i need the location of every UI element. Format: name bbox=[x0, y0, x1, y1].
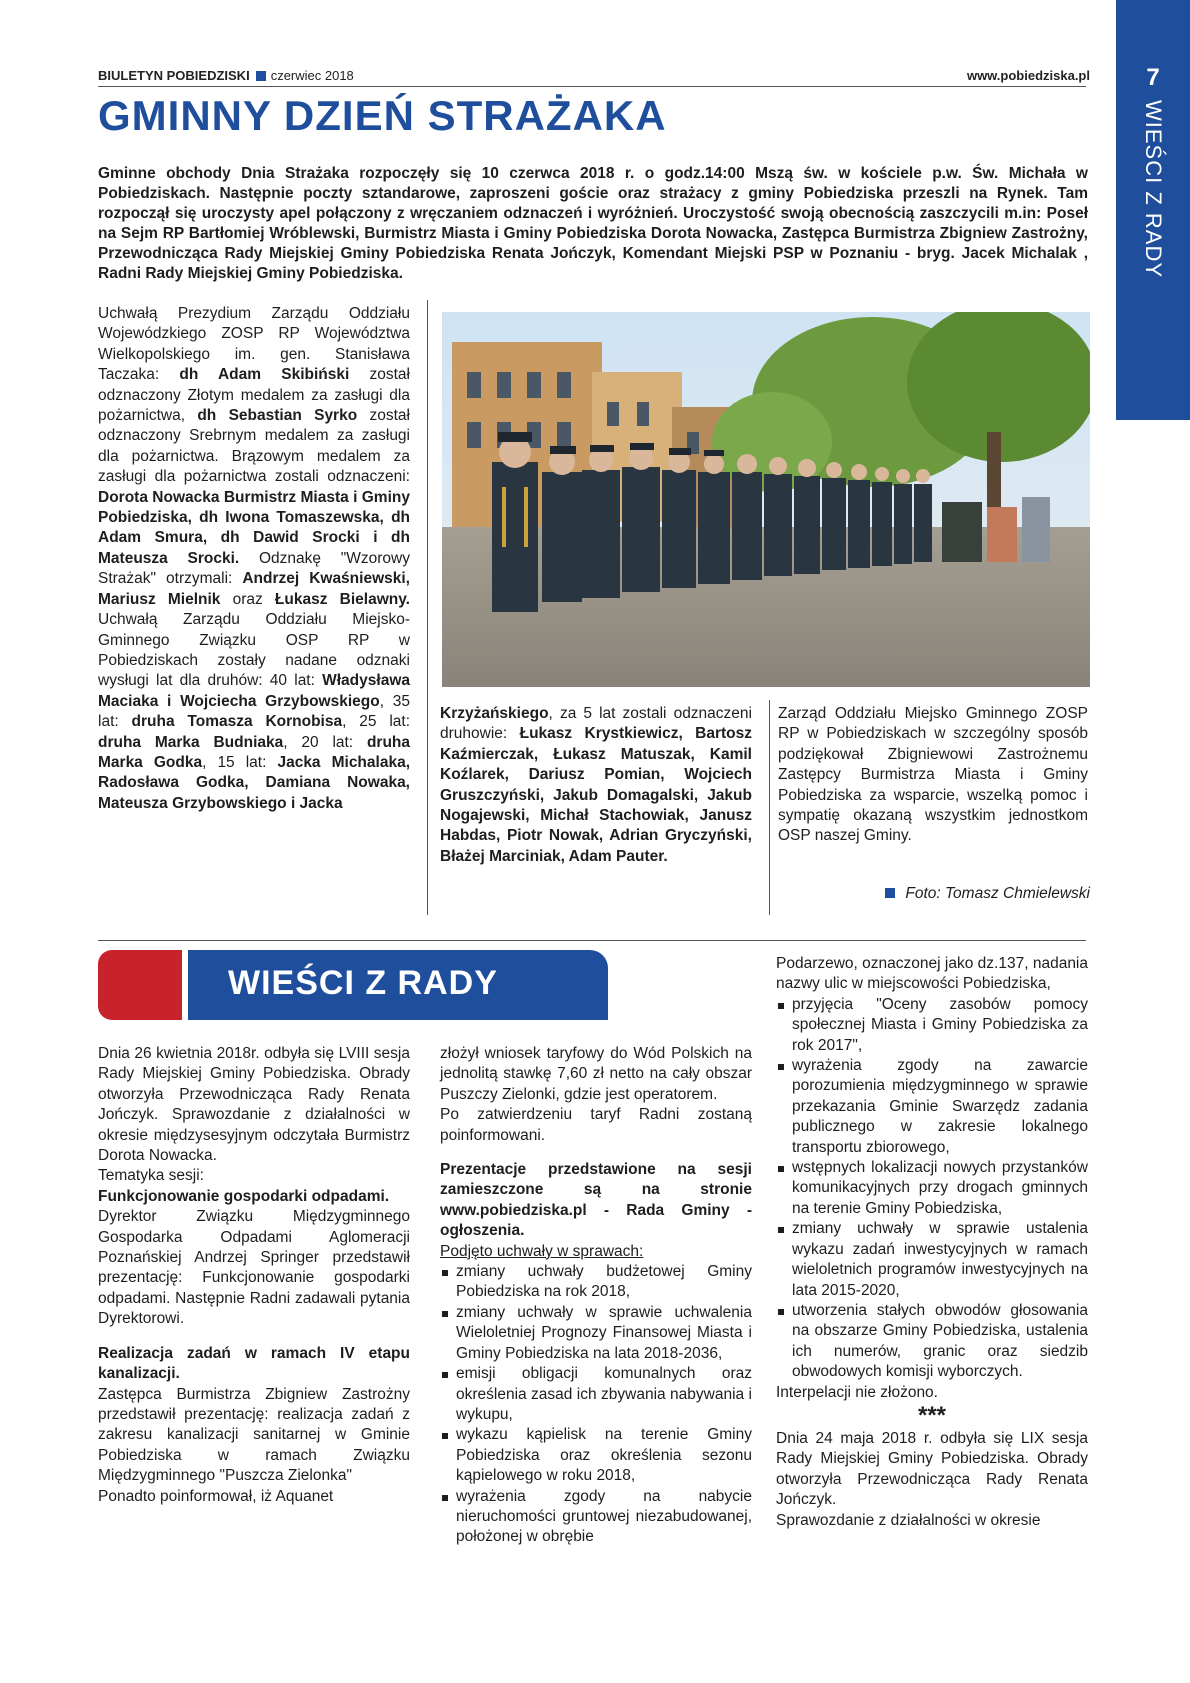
bold-text-run: Jacka Michalaka, Radosława Godka, Damiana Nowaka, Mateusza Grzybowskiego i Jacka bbox=[98, 753, 410, 812]
website-link[interactable]: www.pobiedziska.pl bbox=[966, 68, 1090, 83]
text-run: został odznaczony Złotym medalem za zasługi dla pożarnictwa, bbox=[98, 366, 410, 425]
resolutions-heading: Podjęto uchwały w sprawach: bbox=[440, 1242, 644, 1260]
article-column-1 bbox=[98, 304, 410, 814]
text-run: , 15 lat: bbox=[202, 753, 278, 771]
page-number: 7 bbox=[1146, 64, 1160, 91]
article-column-3: Zarząd Oddziału Miejsko Gminnego ZOSP RP w Pobiedziskach w szczególny sposób podziękował Zbigniewowi Zastrożnemu Zastępcy Burmistrza Miasta i Gminy Pobiedziska za wsparcie, wszelką pomoc i sympatię okazaną wszystkim jednostkom OSP naszej Gminy. bbox=[778, 705, 1088, 845]
sewage-presentation-text: Zastępca Burmistrza Zbigniew Zastrożny przedstawił prezentację: realizacja zadań z zakresu kanalizacji sanitarnej w Gminie Pobiedziska w ramach Związku Międzygminnego "Puszcza Zielonka" bbox=[98, 1385, 410, 1485]
section-banner bbox=[98, 950, 608, 1020]
list-item: zmiany uchwały budżetowej Gminy Pobiedziska na rok 2018, bbox=[440, 1262, 752, 1303]
bold-text-run: druha Tomasza Kornobisa bbox=[131, 713, 343, 731]
list-item: wykazu kąpielisk na terenie Gminy Pobiedziska oraz określenia sezonu kąpielowego w roku 2018, bbox=[440, 1425, 752, 1486]
council-column-3 bbox=[776, 954, 1088, 1531]
article-title: GMINNY DZIEŃ STRAŻAKA bbox=[98, 92, 667, 139]
list-item: przyjęcia "Oceny zasobów pomocy społecznej Miasta i Gminy Pobiedziska za rok 2017", bbox=[776, 995, 1088, 1056]
topic-heading-sewage: Realizacja zadań w ramach IV etapu kanalizacji. bbox=[98, 1344, 410, 1383]
resolutions-list bbox=[440, 1262, 752, 1548]
credit-square-icon bbox=[885, 888, 895, 898]
bold-text-run: druha Marka Godka bbox=[98, 733, 410, 771]
issue-date: czerwiec 2018 bbox=[270, 68, 354, 83]
banner-blue-block bbox=[188, 950, 608, 1020]
waste-presentation-text: Dyrektor Związku Międzygminnego Gospodarka Odpadami Aglomeracji Poznańskiej Andrzej Springer przedstawił prezentację: Funkcjonowanie gospodarki odpadami. Następnie Radni zadawali pytania Dyrektorowi. bbox=[98, 1208, 410, 1328]
next-session-intro: Dnia 24 maja 2018 r. odbyła się LIX sesja Rady Miejskiej Gminy Pobiedziska. Obrady otworzyła Przewodnicząca Rady Renata Jończyk. bbox=[776, 1429, 1088, 1509]
text-run: , 35 lat: bbox=[98, 692, 411, 731]
tariff-text: złożył wniosek taryfowy do Wód Polskich na jednolitą stawkę 7,60 zł netto na cały obszar Puszczy Zielonki, gdzie jest operatorem. bbox=[440, 1045, 752, 1103]
session-intro: Dnia 26 kwietnia 2018r. odbyła się LVIII sesja Rady Miejskiej Gminy Pobiedziska. Obrady otworzyła Przewodnicząca Rady Renata Jończyk. Sprawozdanie z działalności w okresie międzysesyjnym odczytała Burmistrz Dorota Nowacka. bbox=[98, 1045, 410, 1165]
list-item: wyrażenia zgody na nabycie nieruchomości gruntowej niezabudowanej, położonej w obrębie bbox=[440, 1487, 752, 1548]
list-item: emisji obligacji komunalnych oraz określenia zasad ich zbywania nabywania i wykupu, bbox=[440, 1364, 752, 1425]
bold-text-run: Łukasz Krystkiewicz, Bartosz Kaźmierczak, Łukasz Matuszak, Kamil Koźlarek, Dariusz Pomian, Wojciech Gruszczyński, Jakub Domagalski, Jakub Nogajewski, Michał Stachowiak, Janusz Habdas, Piotr Nowak, Adrian Gryczyński, Błażej Marciniak, Adam Pauter. bbox=[440, 725, 752, 865]
text-run: oraz bbox=[220, 590, 275, 608]
running-header bbox=[98, 68, 354, 83]
text-run: Uchwałą Zarządu Oddziału Miejsko-Gminnego Związku OSP RP w Pobiedziskach zostały nadane odznaki wysługi lat dla druhów: 40 lat: bbox=[98, 611, 410, 690]
topic-heading-waste: Funkcjonowanie gospodarki odpadami. bbox=[98, 1187, 390, 1205]
text-run: , za 5 lat zostali odznaczeni druhowie: bbox=[440, 705, 752, 743]
list-item: zmiany uchwały w sprawie uchwalenia Wieloletniej Prognozy Finansowej Miasta i Gminy Pobiedziska na lata 2018-2036, bbox=[440, 1303, 752, 1364]
list-item: wyrażenia zgody na zawarcie porozumienia międzygminnego w sprawie przekazania Gminie Swarzędz zadania publicznego w zakresie lokalnego transportu zbiorowego, bbox=[776, 1056, 1088, 1158]
banner-red-block bbox=[98, 950, 182, 1020]
text-run: Odznakę "Wzorowy Strażak" otrzymali: bbox=[98, 549, 410, 588]
bold-text-run: druha Marka Budniaka bbox=[98, 733, 284, 751]
list-item: zmiany uchwały w sprawie ustalenia wykazu zadań inwestycyjnych w ramach wieloletnich programów inwestycyjnych na lata 2015-2020, bbox=[776, 1219, 1088, 1301]
text-run: , 25 lat: bbox=[342, 713, 410, 731]
section-divider bbox=[98, 940, 1086, 941]
list-item: wstępnych lokalizacji nowych przystanków komunikacyjnych przy drogach gminnych na terenie Gminy Pobiedziska, bbox=[776, 1158, 1088, 1219]
section-separator-stars: *** bbox=[917, 1401, 947, 1429]
interpellations-note: Interpelacji nie złożono. bbox=[776, 1383, 938, 1401]
podarzewo-text: Podarzewo, oznaczonej jako dz.137, nadania nazwy ulic w miejscowości Pobiedziska, bbox=[776, 955, 1088, 993]
column-divider bbox=[769, 700, 770, 915]
bold-text-run: dh Sebastian Syrko bbox=[197, 407, 358, 425]
report-text: Sprawozdanie z działalności w okresie bbox=[776, 1511, 1041, 1529]
publication-name: BIULETYN POBIEDZISKI bbox=[98, 68, 250, 83]
bold-text-run: dh Adam Skibiński bbox=[179, 366, 350, 384]
article-column-2 bbox=[440, 704, 752, 867]
section-tab bbox=[1116, 0, 1190, 420]
bold-text-run: Władysława Maciaka i Wojciecha Grzybowskiego bbox=[98, 672, 410, 710]
presentations-note: Prezentacje przedstawione na sesji zamieszczone są na stronie www.pobiedziska.pl - Rada Gminy - ogłoszenia. bbox=[440, 1161, 752, 1240]
section-title: WIEŚCI Z RADY bbox=[228, 964, 498, 1002]
tariff-followup: Po zatwierdzeniu taryf Radni zostaną poinformowani. bbox=[440, 1106, 752, 1144]
bold-text-run: Łukasz Bielawny. bbox=[274, 590, 410, 608]
firefighters-photo bbox=[442, 312, 1090, 687]
photo-credit bbox=[778, 885, 1090, 903]
aquanet-text: Ponadto poinformował, iż Aquanet bbox=[98, 1487, 334, 1505]
header-divider bbox=[98, 86, 1086, 87]
text-run: , 20 lat: bbox=[283, 733, 367, 751]
section-tab-label: WIEŚCI Z RADY bbox=[1141, 100, 1166, 279]
bold-text-run: Dorota Nowacka Burmistrz Miasta i Gminy Pobiedziska, dh Iwona Tomaszewska, dh Adam Smura, dh Dawid Srocki i dh Mateusza Srocki. bbox=[98, 488, 410, 567]
separator-square-icon bbox=[256, 71, 266, 81]
resolutions-list-continued bbox=[776, 995, 1088, 1383]
text-run: Uchwałą Prezydium Zarządu Oddziału Wojewódzkiego ZOSP RP Województwa Wielkopolskiego im. gen. Stanisława Taczaka: bbox=[98, 305, 410, 384]
list-item: utworzenia stałych obwodów głosowania na obszarze Gminy Pobiedziska, ustalenia ich numerów, granic oraz siedzib obwodowych komisji wyborczych. bbox=[776, 1301, 1088, 1383]
session-topics-label: Tematyka sesji: bbox=[98, 1167, 204, 1185]
article-lead: Gminne obchody Dnia Strażaka rozpoczęły się 10 czerwca 2018 r. o godz.14:00 Mszą św. w kościele p.w. Św. Michała w Pobiedziskach. Następnie poczty sztandarowe, zaproszeni goście oraz strażacy z gminy Pobiedziska przeszli na Rynek. Tam rozpoczął się uroczysty apel połączony z wręczaniem odznaczeń i wyróżnień. Uroczystość swoją obecnością zaszczycili m.in: Poseł na Sejm RP Bartłomiej Wróblewski, Burmistrz Miasta i Gminy Pobiedziska Dorota Nowacka, Zastępca Burmistrza Zbigniew Zastrożny, Przewodnicząca Rady Miejskiej Gminy Pobiedziska Renata Jończyk, Komendant Miejski PSP w Poznaniu - bryg. Jacek Michalak , Radni Rady Miejskiej Gminy Pobiedziska. bbox=[98, 165, 1088, 282]
photo-illustration bbox=[442, 312, 1090, 687]
bold-text-run: Andrzej Kwaśniewski, Mariusz Mielnik bbox=[98, 570, 410, 608]
bold-text-run: Krzyżańskiego bbox=[440, 705, 549, 722]
council-column-1 bbox=[98, 1044, 410, 1507]
council-column-2 bbox=[440, 1044, 752, 1548]
text-run: został odznaczony Srebrnym medalem za zasługi dla pożarnictwa. Brązowym medalem za zasługi dla pożarnictwa zostali odznaczeni: bbox=[98, 407, 410, 486]
photo-credit-text: Foto: Tomasz Chmielewski bbox=[905, 885, 1090, 902]
column-divider bbox=[427, 300, 428, 915]
